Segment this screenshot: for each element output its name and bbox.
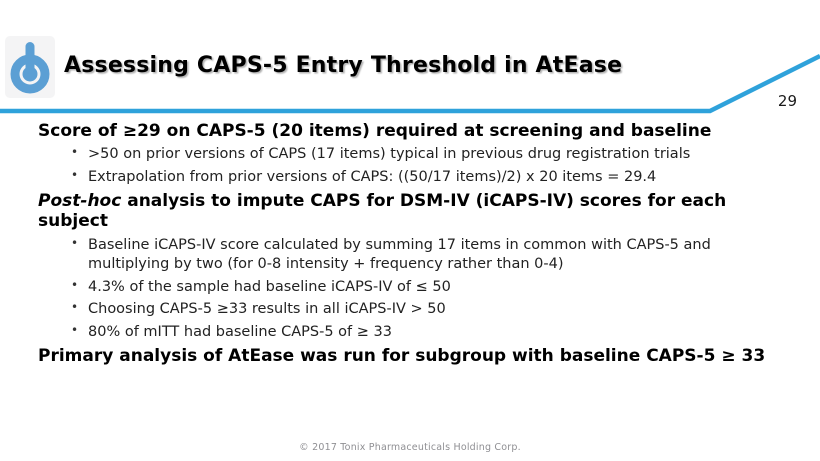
section-primary-analysis	[38, 346, 813, 366]
slide-title: Assessing CAPS-5 Entry Threshold in AtEase	[64, 53, 623, 78]
company-logo	[5, 36, 55, 98]
section-heading: Score of ≥29 on CAPS-5 (20 items) required at screening and baseline	[38, 121, 712, 141]
bullet-item: • Extrapolation from prior versions of CAPS: ((50/17 items)/2) x 20 items = 29.4	[88, 168, 788, 187]
power-icon	[5, 36, 55, 98]
bullet-item: • >50 on prior versions of CAPS (17 items) typical in previous drug registration trials	[88, 145, 788, 164]
bullet-item: • Choosing CAPS-5 ≥33 results in all iCAPS-IV > 50	[88, 300, 788, 319]
copyright-footer: © 2017 Tonix Pharmaceuticals Holding Corp.	[299, 442, 521, 453]
heading-text-line2: subject	[38, 211, 108, 232]
section-heading: Primary analysis of AtEase was run for subgroup with baseline CAPS-5 ≥ 33	[38, 346, 766, 367]
section-posthoc-analysis	[38, 191, 813, 342]
bullet-item: • 80% of mITT had baseline CAPS-5 of ≥ 33	[88, 323, 788, 342]
bullet-list	[38, 236, 788, 342]
bullet-list	[38, 145, 788, 187]
section-heading	[38, 191, 813, 232]
section-screening-threshold	[38, 121, 813, 187]
bullet-item: • Baseline iCAPS-IV score calculated by summing 17 items in common with CAPS-5 and multiplying by two (for 0-8 intensity + frequency rather than 0-4)	[88, 236, 788, 274]
bullet-item: • 4.3% of the sample had baseline iCAPS-IV of ≤ 50	[88, 278, 788, 297]
heading-text: analysis to impute CAPS for DSM-IV (iCAPS-IV) scores for each	[121, 191, 727, 212]
slide-content	[38, 121, 813, 366]
posthoc-italic-text: Post-hoc	[38, 191, 122, 212]
page-number: 29	[777, 92, 797, 110]
